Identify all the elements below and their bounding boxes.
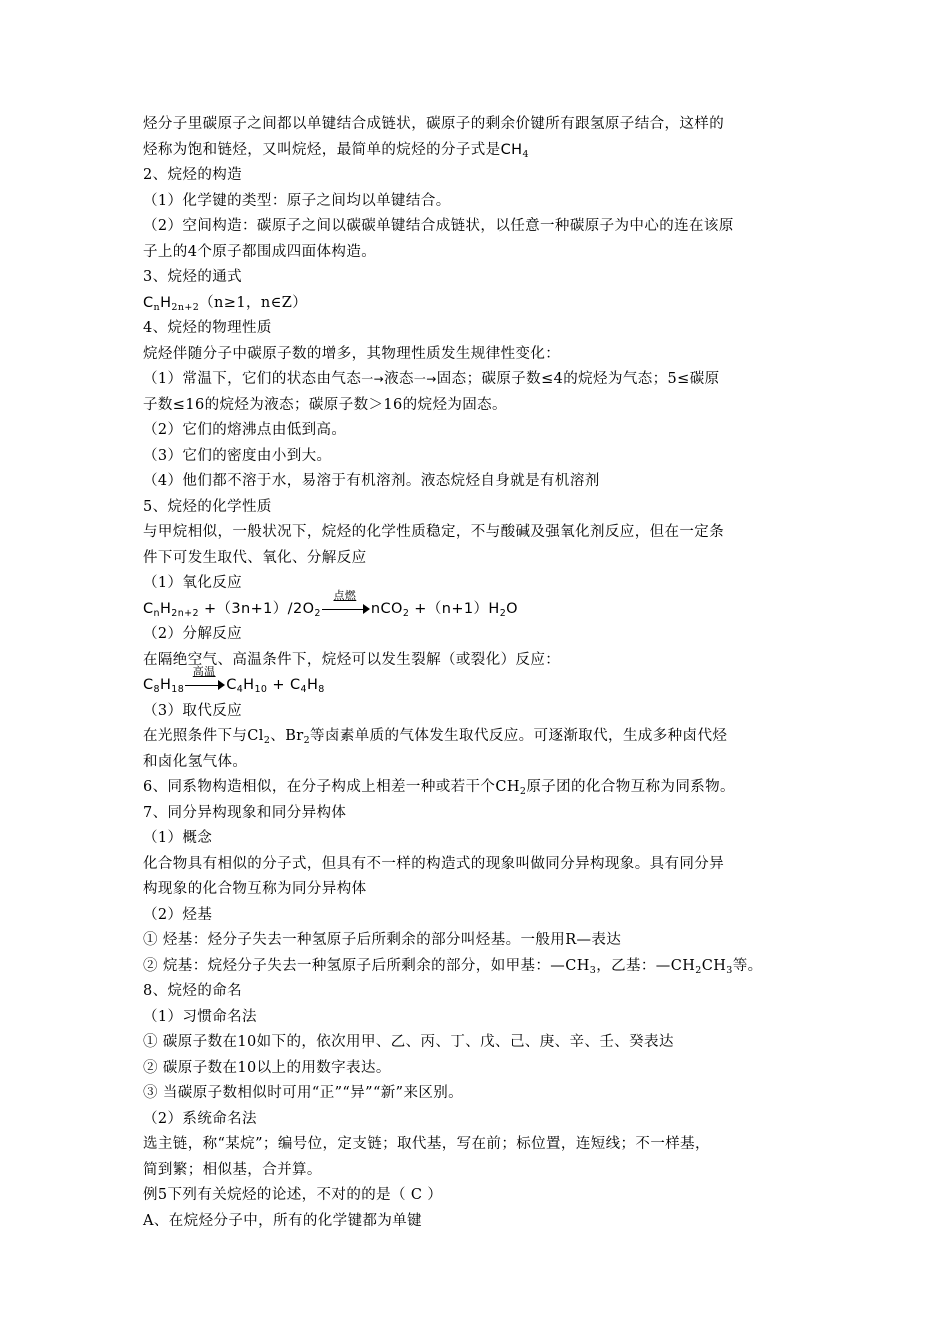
substitution-heading: （3）取代反应 bbox=[143, 702, 243, 719]
isomer-concept-2: 构现象的化合物互称为同分异构体 bbox=[143, 881, 367, 897]
common-naming-3: ③ 当碳原子数相似时可用“正”“异”“新”来区别。 bbox=[143, 1085, 464, 1101]
document-page bbox=[143, 112, 811, 1234]
isomer-concept-1: 化合物具有相似的分子式，但具有不一样的构造式的现象叫做同分异构现象。具有同分异 bbox=[143, 855, 725, 872]
reaction-arrow-icon bbox=[322, 588, 370, 616]
reaction-condition: 点燃 bbox=[333, 588, 357, 602]
systematic-naming-1: 选主链，称“某烷”；编号位，定支链；取代基，写在前；标位置，连短线；不一样基， bbox=[143, 1136, 710, 1152]
example-question: 例5下列有关烷烃的论述，不对的的是（ C ） bbox=[143, 1187, 443, 1203]
heading-chemical-properties: 5、烷烃的化学性质 bbox=[143, 498, 272, 515]
hydrocarbyl-heading: （2）烃基 bbox=[143, 906, 213, 923]
physical-intro: 烷烃伴随分子中碳原子数的增多，其物理性质发生规律性变化： bbox=[143, 345, 561, 362]
chemical-intro-1: 与甲烷相似，一般状况下，烷烃的化学性质稳定，不与酸碱及强氧化剂反应，但在一定条 bbox=[143, 524, 725, 540]
systematic-naming-2: 简到繁；相似基，合并算。 bbox=[143, 1161, 322, 1178]
structure-bond-type: （1）化学键的类型：原子之间均以单键结合。 bbox=[143, 192, 451, 209]
physical-boiling: （2）它们的熔沸点由低到高。 bbox=[143, 422, 347, 438]
physical-density: （3）它们的密度由小到大。 bbox=[143, 447, 332, 464]
heading-isomerism: 7、同分异构现象和同分异构体 bbox=[143, 804, 347, 821]
structure-spatial-2: 子上的4个原子都围成四面体构造。 bbox=[143, 243, 377, 260]
physical-state-1: （1）常温下，它们的状态由气态一→液态一→固态；碳原子数≤4的烷烃为气态；5≤碳原 bbox=[143, 367, 811, 393]
isomer-concept-heading: （1）概念 bbox=[143, 830, 213, 846]
decomposition-text: 在隔绝空气、高温条件下，烷烃可以发生裂解（或裂化）反应： bbox=[143, 651, 561, 668]
oxidation-heading: （1）氧化反应 bbox=[143, 575, 243, 591]
physical-solubility: （4）他们都不溶于水，易溶于有机溶剂。液态烷烃自身就是有机溶剂 bbox=[143, 473, 600, 489]
chemical-intro-2: 件下可发生取代、氧化、分解反应 bbox=[143, 549, 367, 566]
reaction-arrow-icon bbox=[185, 665, 225, 692]
heading-physical-properties: 4、烷烃的物理性质 bbox=[143, 320, 272, 336]
systematic-naming-heading: （2）系统命名法 bbox=[143, 1110, 257, 1127]
alkyl-def: ② 烷基：烷烃分子失去一种氢原子后所剩余的部分，如甲基：$—CH_3$，乙基：$—CH_2CH_3$等。 bbox=[143, 957, 763, 976]
right-arrow-icon: 一→ bbox=[361, 372, 385, 386]
heading-homologues: 6、同系物构造相似，在分子构成上相差一种或若干个$CH_2$原子团的化合物互称为同系物。 bbox=[143, 779, 735, 797]
oxidation-equation: $C_nH_{2n+2} +(3n+1)/2O_2$ 点燃 $nCO_2 +(n+1)H_2O$ bbox=[143, 588, 518, 619]
common-naming-heading: （1）习惯命名法 bbox=[143, 1008, 257, 1025]
heading-nomenclature: 8、烷烃的命名 bbox=[143, 983, 243, 999]
heading-structure: 2、烷烃的构造 bbox=[143, 167, 243, 183]
hydrocarbyl-def: ① 烃基：烃分子失去一种氢原子后所剩余的部分叫烃基。一般用R—表达 bbox=[143, 932, 622, 948]
para-alkane-definition-2: 烃称为饱和链烃，又叫烷烃，最简单的烷烃的分子式是$CH_4$ bbox=[143, 141, 529, 160]
general-formula: $C_nH_{2n+2}(n\ge 1$，n∈Z） bbox=[143, 294, 308, 313]
common-naming-2: ② 碳原子数在10以上的用数字表达。 bbox=[143, 1059, 391, 1076]
substitution-text-2: 和卤化氢气体。 bbox=[143, 753, 248, 770]
structure-spatial-1: （2）空间构造：碳原子之间以碳碳单键结合成链状，以任意一种碳原子为中心的连在该原 bbox=[143, 218, 734, 234]
para-alkane-definition-1: 烃分子里碳原子之间都以单键结合成链状，碳原子的剩余价键所有跟氢原子结合，这样的 bbox=[143, 116, 725, 132]
heading-general-formula: 3、烷烃的通式 bbox=[143, 269, 243, 285]
option-a: A、在烷烃分子中，所有的化学键都为单键 bbox=[143, 1212, 423, 1229]
common-naming-1: ① 碳原子数在10如下的，依次用甲、乙、丙、丁、戊、己、庚、辛、壬、癸表达 bbox=[143, 1034, 674, 1050]
cracking-equation: $C_8H_{18}$ 高温 $C_4H_{10} + C_4H_8$ bbox=[143, 665, 325, 695]
reaction-condition: 高温 bbox=[192, 665, 216, 678]
physical-state-2: 子数≤16的烷烃为液态；碳原子数＞16的烷烃为固态。 bbox=[143, 396, 507, 413]
substitution-text-1: 在光照条件下与$Cl_2$、$Br_2$等卤素单质的气体发生取代反应。可逐渐取代，生成多种卤代烃 bbox=[143, 728, 728, 746]
right-arrow-icon: 一→ bbox=[413, 372, 437, 386]
decomposition-heading: （2）分解反应 bbox=[143, 626, 243, 642]
